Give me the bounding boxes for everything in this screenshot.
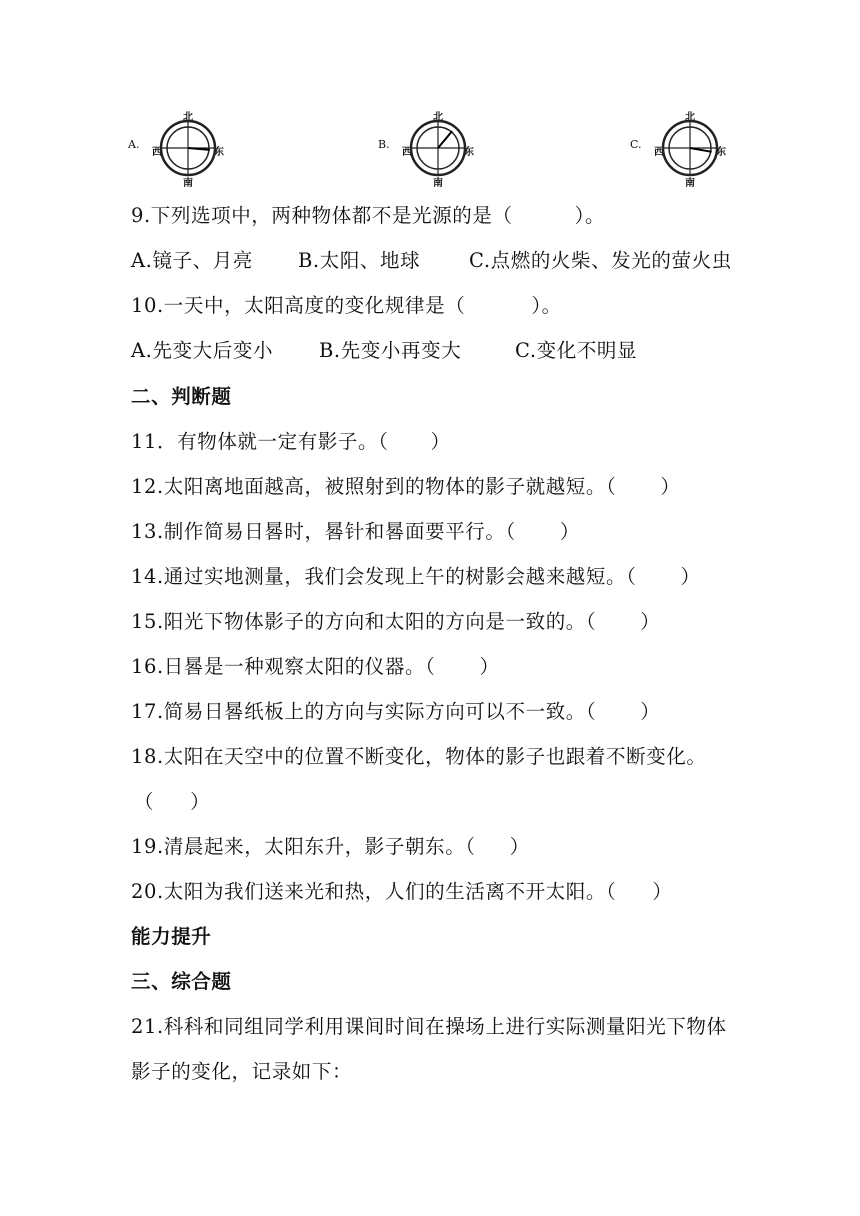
blank-close: ）: [660, 475, 681, 498]
question-text: 19.清晨起来，太阳东升，影子朝东。（: [131, 835, 476, 858]
option-a[interactable]: A.镜子、月亮: [131, 249, 253, 272]
east-label: 东: [214, 147, 224, 158]
blank-close: ）。: [531, 294, 562, 317]
question-text: 16.日晷是一种观察太阳的仪器。（: [131, 655, 436, 678]
east-label: 东: [716, 147, 726, 158]
option-b[interactable]: B.先变小再变大: [319, 339, 462, 362]
blank-close: ）: [190, 790, 211, 813]
section-heading-comprehensive: 三、综合题: [131, 970, 232, 993]
north-label: 北: [183, 112, 193, 123]
judge-question-19: [131, 834, 530, 860]
blank-close: ）: [559, 520, 580, 543]
south-label: 南: [685, 178, 695, 189]
compass-option-c: [630, 108, 760, 188]
east-label: 东: [464, 147, 474, 158]
judge-question-12: [131, 474, 680, 500]
judge-question-18: [131, 744, 707, 770]
south-label: 南: [433, 178, 443, 189]
judge-question-16: [131, 654, 500, 680]
option-label: B.: [378, 138, 390, 151]
blank-close: ）: [640, 700, 661, 723]
compass-dial-icon: [148, 108, 228, 188]
question-text: 20.太阳为我们送来光和热，人们的生活离不开太阳。（: [131, 880, 617, 903]
question-text: 14.通过实地测量，我们会发现上午的树影会越来越短。（: [131, 565, 637, 588]
judge-question-15: [131, 609, 660, 635]
judge-question-18-answer: [134, 789, 210, 815]
west-label: 西: [402, 147, 412, 158]
west-label: 西: [654, 147, 664, 158]
question-text: 11．有物体就一定有影子。（: [131, 430, 389, 453]
blank-close: ）: [680, 565, 701, 588]
blank-close: ）: [640, 610, 661, 633]
option-a[interactable]: A.先变大后变小: [131, 339, 274, 362]
option-c[interactable]: C.点燃的火柴、发光的萤火虫: [469, 249, 732, 272]
judge-question-20: [131, 879, 672, 905]
north-label: 北: [685, 112, 695, 123]
blank-close: ）: [509, 835, 530, 858]
question-9-stem: [131, 203, 605, 229]
question-text: 10.一天中，太阳高度的变化规律是（: [131, 294, 466, 317]
judge-question-13: [131, 519, 580, 545]
option-label: C.: [630, 138, 642, 151]
compass-dial-icon: [398, 108, 478, 188]
compass-dial-icon: [650, 108, 730, 188]
option-b[interactable]: B.太阳、地球: [298, 249, 421, 272]
north-label: 北: [433, 112, 443, 123]
question-10-stem: [131, 293, 562, 319]
judge-question-11: [131, 429, 451, 455]
section-heading-ability: 能力提升: [131, 925, 212, 948]
judge-question-14: [131, 564, 701, 590]
shadow-hand: [438, 131, 452, 148]
question-21-line-1: 21.科科和同组同学利用课间时间在操场上进行实际测量阳光下物体: [131, 1015, 727, 1038]
question-text: 12.太阳离地面越高，被照射到的物体的影子就越短。（: [131, 475, 617, 498]
option-label: A.: [128, 138, 140, 151]
question-21-line-2: 影子的变化，记录如下：: [131, 1060, 353, 1083]
blank-close: ）: [430, 430, 451, 453]
compass-option-b: [378, 108, 508, 188]
blank-open: （: [134, 790, 155, 813]
south-label: 南: [183, 178, 193, 189]
question-text: 18.太阳在天空中的位置不断变化，物体的影子也跟着不断变化。: [131, 745, 707, 768]
blank-close: ）。: [574, 204, 606, 227]
question-text: 17.简易日晷纸板上的方向与实际方向可以不一致。（: [131, 700, 597, 723]
question-text: 9.下列选项中，两种物体都不是光源的是（: [131, 204, 513, 227]
compass-option-a: [128, 108, 258, 188]
question-text: 15.阳光下物体影子的方向和太阳的方向是一致的。（: [131, 610, 597, 633]
west-label: 西: [152, 147, 162, 158]
section-heading-judgement: 二、判断题: [131, 385, 232, 408]
question-9-options: [131, 248, 732, 274]
blank-close: ）: [652, 880, 673, 903]
blank-close: ）: [479, 655, 500, 678]
question-10-options: [131, 338, 637, 364]
judge-question-17: [131, 699, 660, 725]
question-text: 13.制作简易日晷时，晷针和晷面要平行。（: [131, 520, 516, 543]
option-c[interactable]: C.变化不明显: [515, 339, 638, 362]
